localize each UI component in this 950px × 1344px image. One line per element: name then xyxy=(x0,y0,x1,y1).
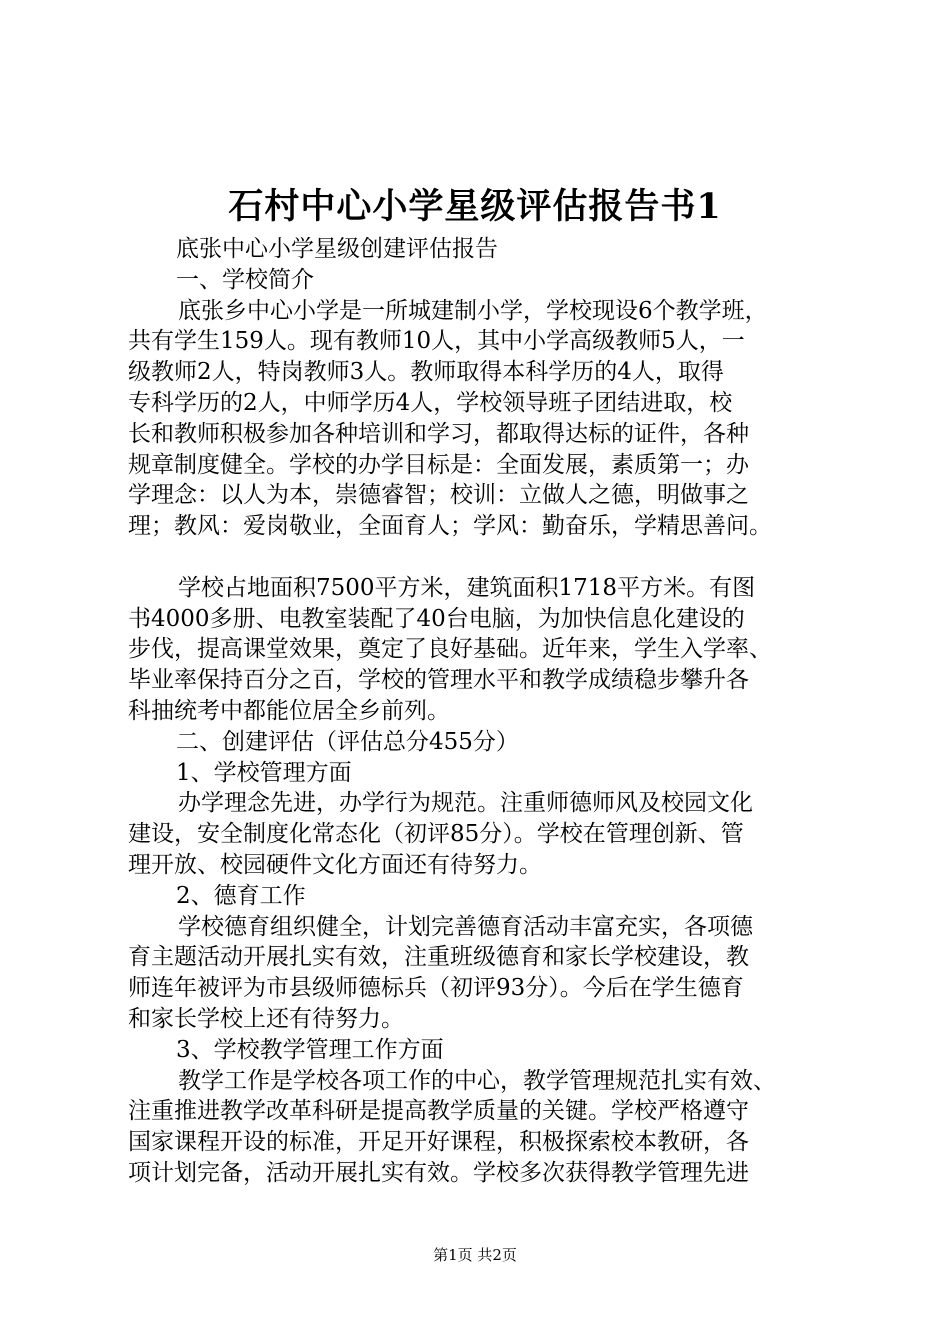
paragraph-line: 毕业率保持百分之百，学校的管理水平和教学成绩稳步攀升各 xyxy=(128,667,749,694)
paragraph-line: 学校占地面积7500平方米，建筑面积1718平方米。有图 xyxy=(178,574,756,601)
paragraph-line: 办学理念先进，办学行为规范。注重师德师风及校园文化 xyxy=(178,790,753,817)
paragraph-line: 级教师2人，特岗教师3人。教师取得本科学历的4人，取得 xyxy=(128,359,724,386)
paragraph-line: 专科学历的2人，中师学历4人，学校领导班子团结进取，校 xyxy=(128,389,733,416)
report-subtitle: 底张中心小学星级创建评估报告 xyxy=(176,236,498,262)
paragraph-line: 学理念：以人为本，崇德睿智；校训：立做人之德，明做事之 xyxy=(128,482,749,509)
paragraph-line: 师连年被评为市县级师德标兵（初评93分）。今后在学生德育 xyxy=(128,975,744,1002)
section-heading-intro: 一、学校简介 xyxy=(176,266,314,293)
paragraph-line: 国家课程开设的标准，开足开好课程，积极探索校本教研，各 xyxy=(128,1129,749,1156)
paragraph-line: 和家长学校上还有待努力。 xyxy=(128,1005,404,1032)
blank-line xyxy=(128,542,836,573)
paragraph-line: 科抽统考中都能位居全乡前列。 xyxy=(128,697,450,724)
subsection-heading-management: 1、学校管理方面 xyxy=(176,759,352,786)
subsection-heading-moral-education: 2、德育工作 xyxy=(176,882,306,909)
paragraph-line: 步伐，提高课堂效果，奠定了良好基础。近年来，学生入学率、 xyxy=(128,636,772,663)
paragraph-line: 建设，安全制度化常态化（初评85分）。学校在管理创新、管 xyxy=(128,821,744,848)
section-heading-evaluation: 二、创建评估（评估总分455分） xyxy=(176,728,519,755)
paragraph-line: 教学工作是学校各项工作的中心，教学管理规范扎实有效、 xyxy=(178,1067,776,1094)
paragraph-line: 规章制度健全。学校的办学目标是：全面发展，素质第一；办 xyxy=(128,451,749,478)
paragraph-line: 共有学生159人。现有教师10人，其中小学高级教师5人，一 xyxy=(128,328,745,355)
paragraph-line: 理；教风：爱岗敬业，全面育人；学风：勤奋乐，学精思善问。 xyxy=(128,513,772,540)
paragraph-line: 学校德育组织健全，计划完善德育活动丰富充实，各项德 xyxy=(178,913,753,940)
paragraph-line: 底张乡中心小学是一所城建制小学，学校现设6个教学班， xyxy=(178,297,768,324)
paragraph-line: 注重推进教学改革科研是提高教学质量的关键。学校严格遵守 xyxy=(128,1098,749,1125)
paragraph-line: 理开放、校园硬件文化方面还有待努力。 xyxy=(128,851,542,878)
paragraph-line: 书4000多册、电教室装配了40台电脑，为加快信息化建设的 xyxy=(128,605,745,632)
document-title: 石村中心小学星级评估报告书1 xyxy=(228,186,722,227)
paragraph-line: 项计划完备，活动开展扎实有效。学校多次获得教学管理先进 xyxy=(128,1159,749,1186)
paragraph-line: 长和教师积极参加各种培训和学习，都取得达标的证件，各种 xyxy=(128,420,749,447)
document-body xyxy=(128,234,836,1189)
subsection-heading-teaching: 3、学校教学管理工作方面 xyxy=(176,1036,444,1063)
paragraph-line: 育主题活动开展扎实有效，注重班级德育和家长学校建设，教 xyxy=(128,944,749,971)
page-footer: 第1页 共2页 xyxy=(433,1246,517,1264)
